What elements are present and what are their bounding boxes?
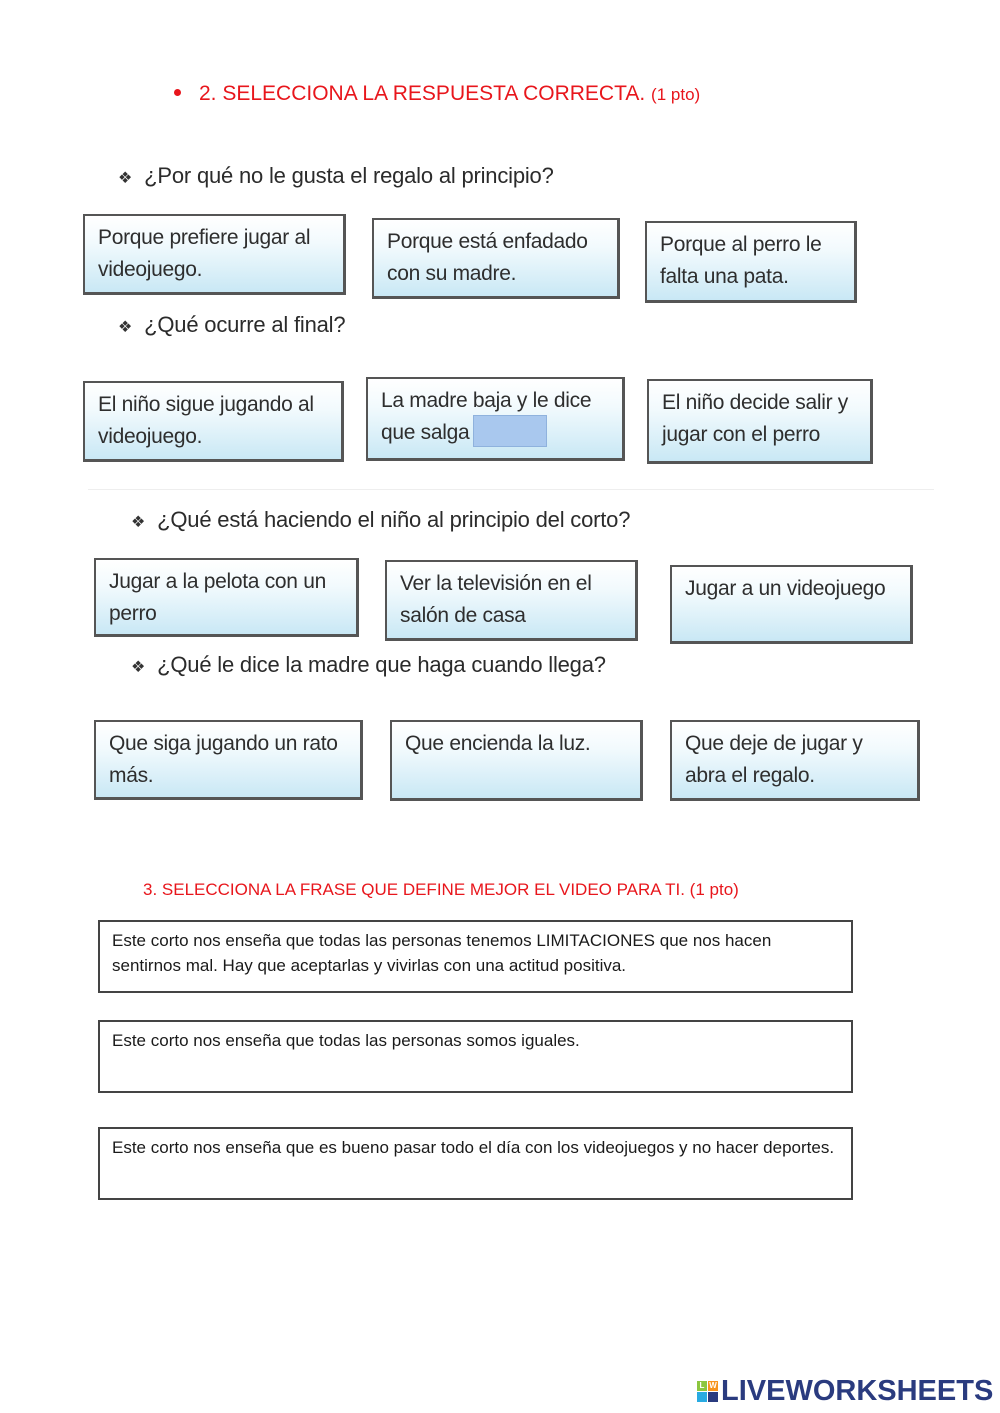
q2-option-2-text: La madre baja y le dice que salga — [381, 389, 592, 444]
question-1-text: ¿Por qué no le gusta el regalo al principio? — [144, 163, 554, 188]
logo-mark-navy — [708, 1392, 718, 1402]
liveworksheets-logo — [697, 1375, 993, 1408]
question-4 — [131, 652, 606, 678]
question-2 — [118, 312, 345, 338]
q2-option-2[interactable] — [366, 377, 625, 461]
logo-mark-w: W — [709, 1381, 717, 1390]
question-1 — [118, 163, 554, 189]
q1-option-1[interactable]: Porque prefiere jugar al videojuego. — [83, 214, 346, 295]
question-4-text: ¿Qué le dice la madre que haga cuando llega? — [157, 652, 606, 677]
q3-option-3[interactable]: Jugar a un videojuego — [670, 565, 913, 644]
question-3-text: ¿Qué está haciendo el niño al principio del corto? — [157, 507, 631, 532]
bullet-icon — [174, 89, 181, 96]
liveworksheets-logo-text: LIVEWORKSHEETS — [721, 1375, 994, 1407]
liveworksheets-logo-icon — [697, 1381, 718, 1402]
logo-mark-l: L — [697, 1381, 707, 1391]
section-2-heading — [174, 82, 700, 106]
diamond-bullet-icon: ❖ — [131, 659, 146, 676]
q2-option-3[interactable]: El niño decide salir y jugar con el perro — [647, 379, 873, 464]
q4-option-2[interactable]: Que encienda la luz. — [390, 720, 643, 801]
section-2-points: (1 pto) — [651, 85, 701, 104]
diamond-bullet-icon: ❖ — [131, 514, 146, 531]
section-3-heading: 3. SELECCIONA LA FRASE QUE DEFINE MEJOR EL VIDEO PARA TI. (1 pto) — [143, 880, 739, 899]
q2-option-1[interactable]: El niño sigue jugando al videojuego. — [83, 381, 344, 462]
diamond-bullet-icon: ❖ — [118, 170, 133, 187]
q4-option-1[interactable]: Que siga jugando un rato más. — [94, 720, 363, 800]
q3-option-1[interactable]: Jugar a la pelota con un perro — [94, 558, 359, 637]
answer-blank[interactable] — [473, 415, 547, 447]
phrase-option-3[interactable]: Este corto nos enseña que es bueno pasar todo el día con los videojuegos y no hacer deportes. — [98, 1127, 853, 1200]
phrase-option-1[interactable]: Este corto nos enseña que todas las personas tenemos LIMITACIONES que nos hacen sentirnos mal. Hay que aceptarlas y vivirlas con una actitud positiva. — [98, 920, 853, 993]
divider — [88, 489, 934, 490]
q1-option-2[interactable]: Porque está enfadado con su madre. — [372, 218, 620, 299]
logo-mark-cyan — [697, 1392, 707, 1402]
question-3 — [131, 507, 630, 533]
q4-option-3[interactable]: Que deje de jugar y abra el regalo. — [670, 720, 920, 801]
diamond-bullet-icon: ❖ — [118, 319, 133, 336]
q1-option-3[interactable]: Porque al perro le falta una pata. — [645, 221, 857, 303]
q3-option-2[interactable]: Ver la televisión en el salón de casa — [385, 560, 638, 641]
phrase-option-2[interactable]: Este corto nos enseña que todas las personas somos iguales. — [98, 1020, 853, 1093]
question-2-text: ¿Qué ocurre al final? — [144, 312, 346, 337]
section-2-title: 2. SELECCIONA LA RESPUESTA CORRECTA. — [199, 82, 646, 105]
